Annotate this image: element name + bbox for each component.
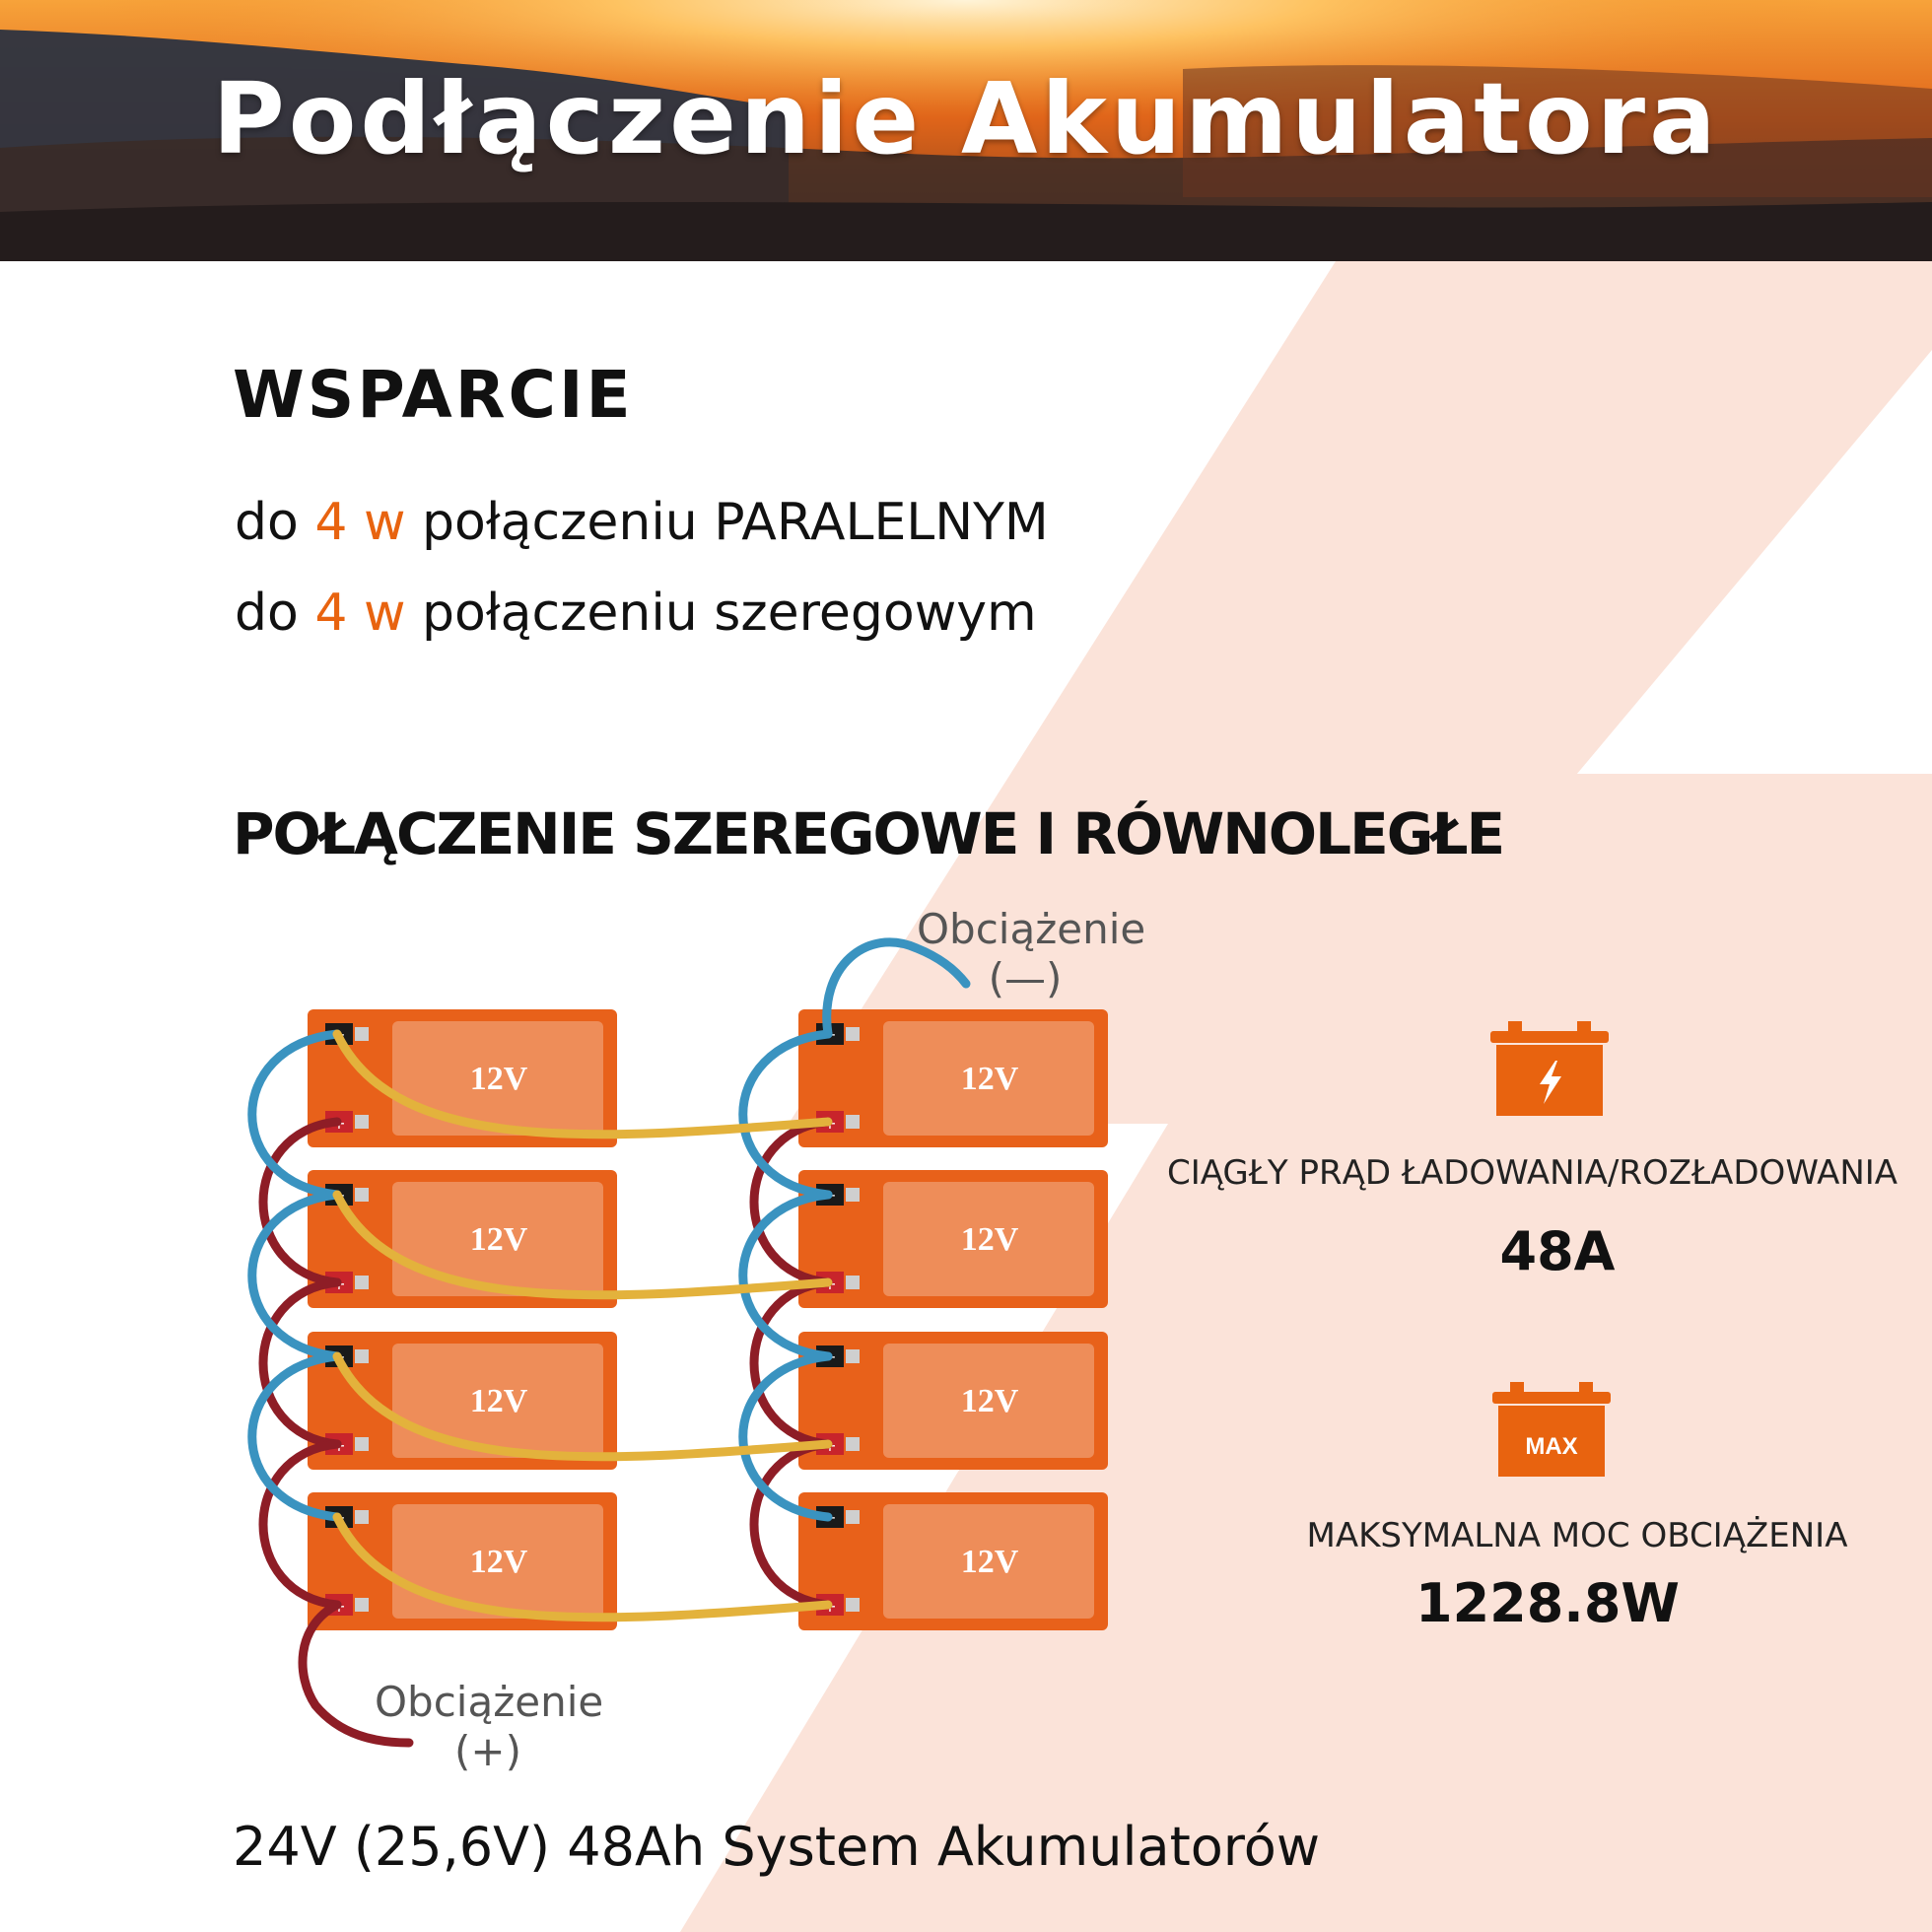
terminal-bolt [846, 1276, 860, 1289]
support-suffix: połączeniu szeregowym [405, 584, 1037, 643]
load-negative-label [917, 905, 1146, 1003]
battery-voltage-label: 12V [960, 1383, 1019, 1419]
load-negative-text: Obciążenie [917, 905, 1146, 953]
battery-voltage-label: 12V [469, 1544, 528, 1580]
connection-heading: POŁĄCZENIE SZEREGOWE I RÓWNOLEGŁE [233, 800, 1504, 867]
battery-group [308, 1009, 1108, 1630]
negative-sign: − [332, 1508, 346, 1527]
load-positive-sign: (+) [454, 1727, 521, 1775]
current-spec-label: CIĄGŁY PRĄD ŁADOWANIA/ROZŁADOWANIA [1167, 1153, 1898, 1193]
battery-lightning-icon [1486, 1017, 1613, 1120]
support-suffix: połączeniu PARALELNYM [405, 493, 1049, 552]
battery [798, 1492, 1108, 1630]
positive-sign: + [332, 1597, 346, 1616]
negative-sign: − [332, 1347, 346, 1366]
support-count: 4 w [314, 584, 406, 643]
load-positive-label [375, 1678, 604, 1776]
power-spec-value: 1228.8W [1415, 1572, 1680, 1634]
positive-sign: + [332, 1436, 346, 1455]
terminal-bolt [355, 1437, 369, 1451]
battery [308, 1170, 617, 1308]
positive-sign: + [823, 1275, 837, 1293]
support-heading: WSPARCIE [233, 357, 634, 433]
terminal-bolt [846, 1188, 860, 1202]
terminal-bolt [355, 1598, 369, 1612]
battery [308, 1009, 617, 1147]
power-spec-label: MAKSYMALNA MOC OBCIĄŻENIA [1306, 1516, 1848, 1555]
positive-sign: + [332, 1114, 346, 1133]
terminal-bolt [846, 1437, 860, 1451]
negative-sign: − [332, 1186, 346, 1205]
page-title: Podłączenie Akumulatora [212, 61, 1720, 176]
positive-sign: + [823, 1114, 837, 1133]
battery-voltage-label: 12V [469, 1383, 528, 1419]
terminal-bolt [355, 1349, 369, 1363]
positive-sign: + [823, 1436, 837, 1455]
battery-voltage-label: 12V [469, 1061, 528, 1097]
terminal-bolt [355, 1188, 369, 1202]
terminal-bolt [846, 1027, 860, 1041]
battery [798, 1170, 1108, 1308]
support-prefix: do [235, 584, 315, 643]
load-negative-sign: (—) [988, 954, 1063, 1002]
negative-sign: − [823, 1347, 837, 1366]
negative-sign: − [332, 1025, 346, 1044]
battery-voltage-label: 12V [960, 1221, 1019, 1258]
system-description: 24V (25,6V) 48Ah System Akumulatorów [233, 1816, 1320, 1878]
current-spec-value: 48A [1499, 1220, 1616, 1282]
positive-sign: + [332, 1275, 346, 1293]
terminal-bolt [846, 1349, 860, 1363]
load-positive-text: Obciążenie [375, 1678, 604, 1726]
negative-sign: − [823, 1186, 837, 1205]
terminal-bolt [355, 1115, 369, 1129]
terminal-bolt [846, 1510, 860, 1524]
negative-sign: − [823, 1025, 837, 1044]
battery [308, 1492, 617, 1630]
max-icon-text: MAX [1525, 1433, 1578, 1460]
negative-sign: − [823, 1508, 837, 1527]
battery-voltage-label: 12V [960, 1544, 1019, 1580]
terminal-bolt [355, 1027, 369, 1041]
support-count: 4 w [314, 493, 406, 552]
terminal-bolt [846, 1598, 860, 1612]
battery [308, 1332, 617, 1470]
support-prefix: do [235, 493, 315, 552]
battery-voltage-label: 12V [960, 1061, 1019, 1097]
battery [798, 1332, 1108, 1470]
battery-max-icon [1488, 1378, 1615, 1481]
terminal-bolt [355, 1276, 369, 1289]
battery [798, 1009, 1108, 1147]
positive-sign: + [823, 1597, 837, 1616]
battery-voltage-label: 12V [469, 1221, 528, 1258]
terminal-bolt [355, 1510, 369, 1524]
terminal-bolt [846, 1115, 860, 1129]
